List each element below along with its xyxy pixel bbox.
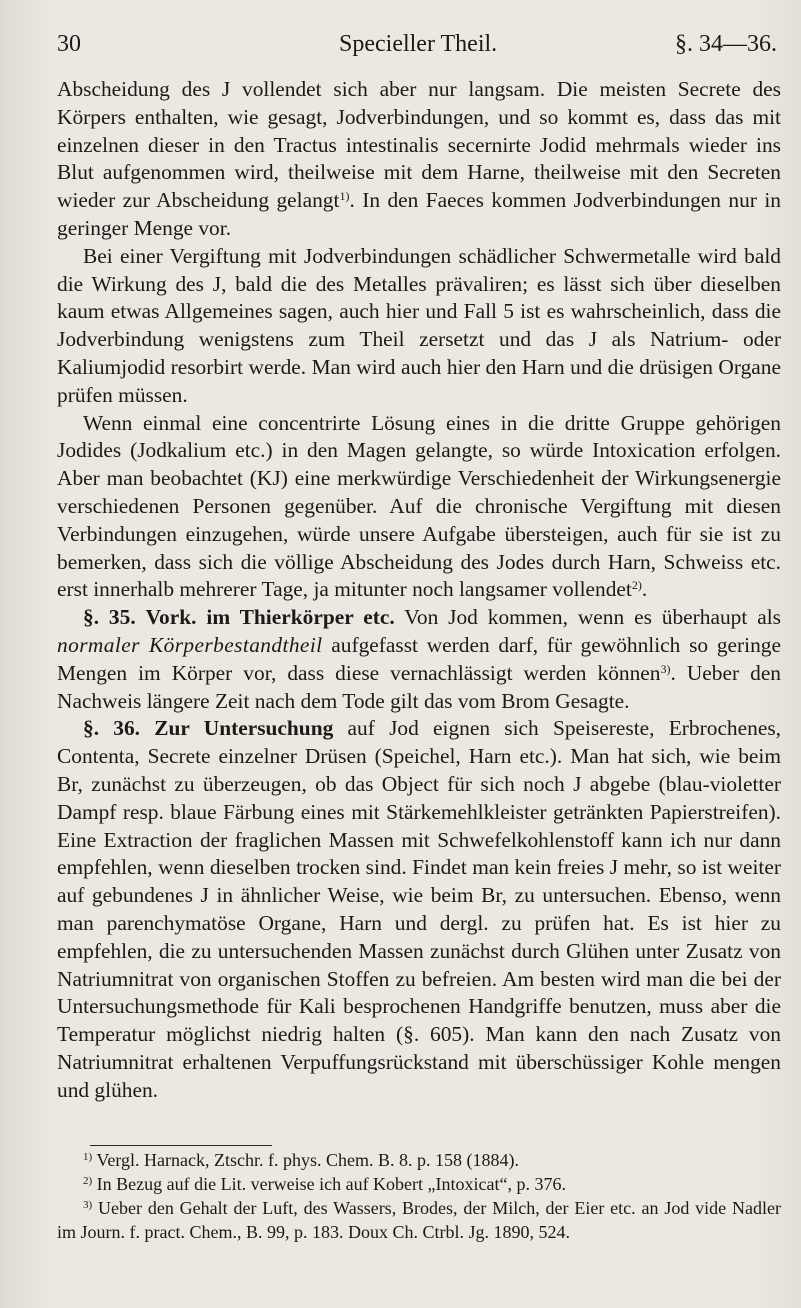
paragraph — [57, 243, 781, 410]
running-head — [57, 28, 777, 60]
section-text: auf Jod eignen sich Speisereste, Erbrochenes, Contenta, Secrete einzelner Drüsen (Speichel, Harn etc.). Man hat sich, wie beim Br, zunächst zu überzeugen, ob das Object für sich noch J abgebe (blau-violetter Dampf resp. blaue Färbung eines mit Stärkemehlkleister getränkten Papierstreifen). Eine Extraction der fraglichen Massen mit Schwefelkohlenstoff kann ich nur dann empfehlen, wenn dieselben trocken sind. Findet man kein freies J mehr, so ist weiter auf gebundenes J in ähnlicher Weise, wie beim Br, zu untersuchen. Ebenso, wenn man parenchymatöse Organe, Harn und dergl. zu prüfen hat. Es ist hier zu empfehlen, die zu untersuchenden Massen zunächst durch Glühen unter Zusatz von Natriumnitrat von organischen Stoffen zu befreien. Am besten wird man die bei der Untersuchungsmethode für Kali besprochenen Handgriffe benutzen, muss aber die Temperatur möglichst niedrig halten (§. 605). Man kann den nach Zusatz von Natriumnitrat erhaltenen Verpuffungsrückstand mit überschüssiger Kohle mengen und glühen. — [57, 716, 781, 1102]
paragraph-text: . — [641, 577, 648, 602]
footnote-rule — [90, 1145, 272, 1146]
paragraph-text: Wenn einmal eine concentrirte Lösung eines in die dritte Gruppe gehörigen Jodides (Jodkalium etc.) in den Magen gelangte, so würde Intoxication erfolgen. Aber man beobachtet (KJ) eine merkwürdige Verschiedenheit der Wirkungsenergie verschiedenen Personen gegenüber. Auf die chronische Vergiftung mit diesen Verbindungen einzugehen, würde unsere Aufgabe übersteigen, auch für sie ist zu bemerken, dass sich die völlige Abscheidung des Jodes durch Harn, Schweiss etc. erst innerhalb mehrerer Tage, ja mitunter noch langsamer vollendet — [57, 410, 781, 602]
section-heading: Zur Untersuchung — [154, 716, 334, 741]
body-text — [57, 76, 781, 1104]
footnote-mark: 1) — [83, 1151, 93, 1163]
section-number: §. 36. — [83, 716, 141, 741]
footnote-text: Ueber den Gehalt der Luft, des Wassers, Brodes, der Milch, der Eier etc. an Jod vide Nadler im Journ. f. pract. Chem., B. 99, p. 183. Doux Ch. Ctrbl. Jg. 1890, 524. — [57, 1198, 781, 1242]
footnote-text: In Bezug auf die Lit. verweise ich auf Kobert „Intoxicat“, p. 376. — [96, 1174, 566, 1194]
section-36 — [57, 715, 781, 1104]
section-range: §. 34—36. — [675, 31, 777, 57]
footnotes — [57, 1148, 781, 1244]
section-text: Von Jod kommen, wenn es überhaupt als — [404, 605, 781, 630]
footnote-mark: 3) — [83, 1199, 93, 1211]
page-number: 30 — [57, 31, 81, 57]
paragraph-text: Abscheidung des J vollendet sich aber nur langsam. Die meisten Secrete des Körpers enthalten, wie gesagt, Jodverbindungen, und so kommt es, dass das mit einzelnen dieser in den Tractus intestinalis secernirte Jodid mehrmals wieder ins Blut aufgenommen wird, theilweise mit dem Harne, theilweise mit den Secreten wieder zur Abscheidung gelangt — [57, 77, 781, 213]
paragraph — [57, 76, 781, 243]
running-title: Specieller Theil. — [339, 31, 498, 57]
footnote — [57, 1196, 781, 1244]
footnote-ref[interactable]: 3) — [660, 661, 671, 676]
footnote-ref[interactable]: 2) — [631, 578, 642, 593]
section-text: aufgefasst werden darf, für gewöhnlich so geringe Mengen im Körper vor, dass diese vernachlässigt werden können — [57, 632, 781, 685]
footnote — [57, 1148, 781, 1172]
paragraph-text: . In den Faeces kommen Jodverbindungen nur in geringer Menge vor. — [57, 188, 781, 240]
footnote-ref[interactable]: 1) — [339, 189, 350, 204]
paragraph-text: Bei einer Vergiftung mit Jodverbindungen schädlicher Schwermetalle wird bald die Wirkung des J, bald die des Metalles prävaliren; es lässt sich über dieselben kaum etwas Allgemeines sagen, auch hier und Fall 5 ist es wahrscheinlich, dass die Jodverbindung wenigstens zum Theil zersetzt und das J als Natrium- oder Kaliumjodid resorbirt werde. Man wird auch hier den Harn und die drüsigen Organe prüfen müssen. — [57, 243, 781, 407]
paragraph — [57, 410, 781, 605]
footnote-text: Vergl. Harnack, Ztschr. f. phys. Chem. B. 8. p. 158 (1884). — [96, 1150, 519, 1170]
emphasis-text: normaler Körperbestandtheil — [57, 632, 323, 657]
section-35 — [57, 604, 781, 715]
section-number: §. 35. — [83, 605, 136, 630]
footnote-mark: 2) — [83, 1175, 93, 1187]
section-text: . Ueber den Nachweis längere Zeit nach dem Tode gilt das vom Brom Gesagte. — [57, 660, 782, 713]
section-heading: Vork. im Thierkörper etc. — [145, 605, 395, 630]
footnote — [57, 1172, 781, 1196]
